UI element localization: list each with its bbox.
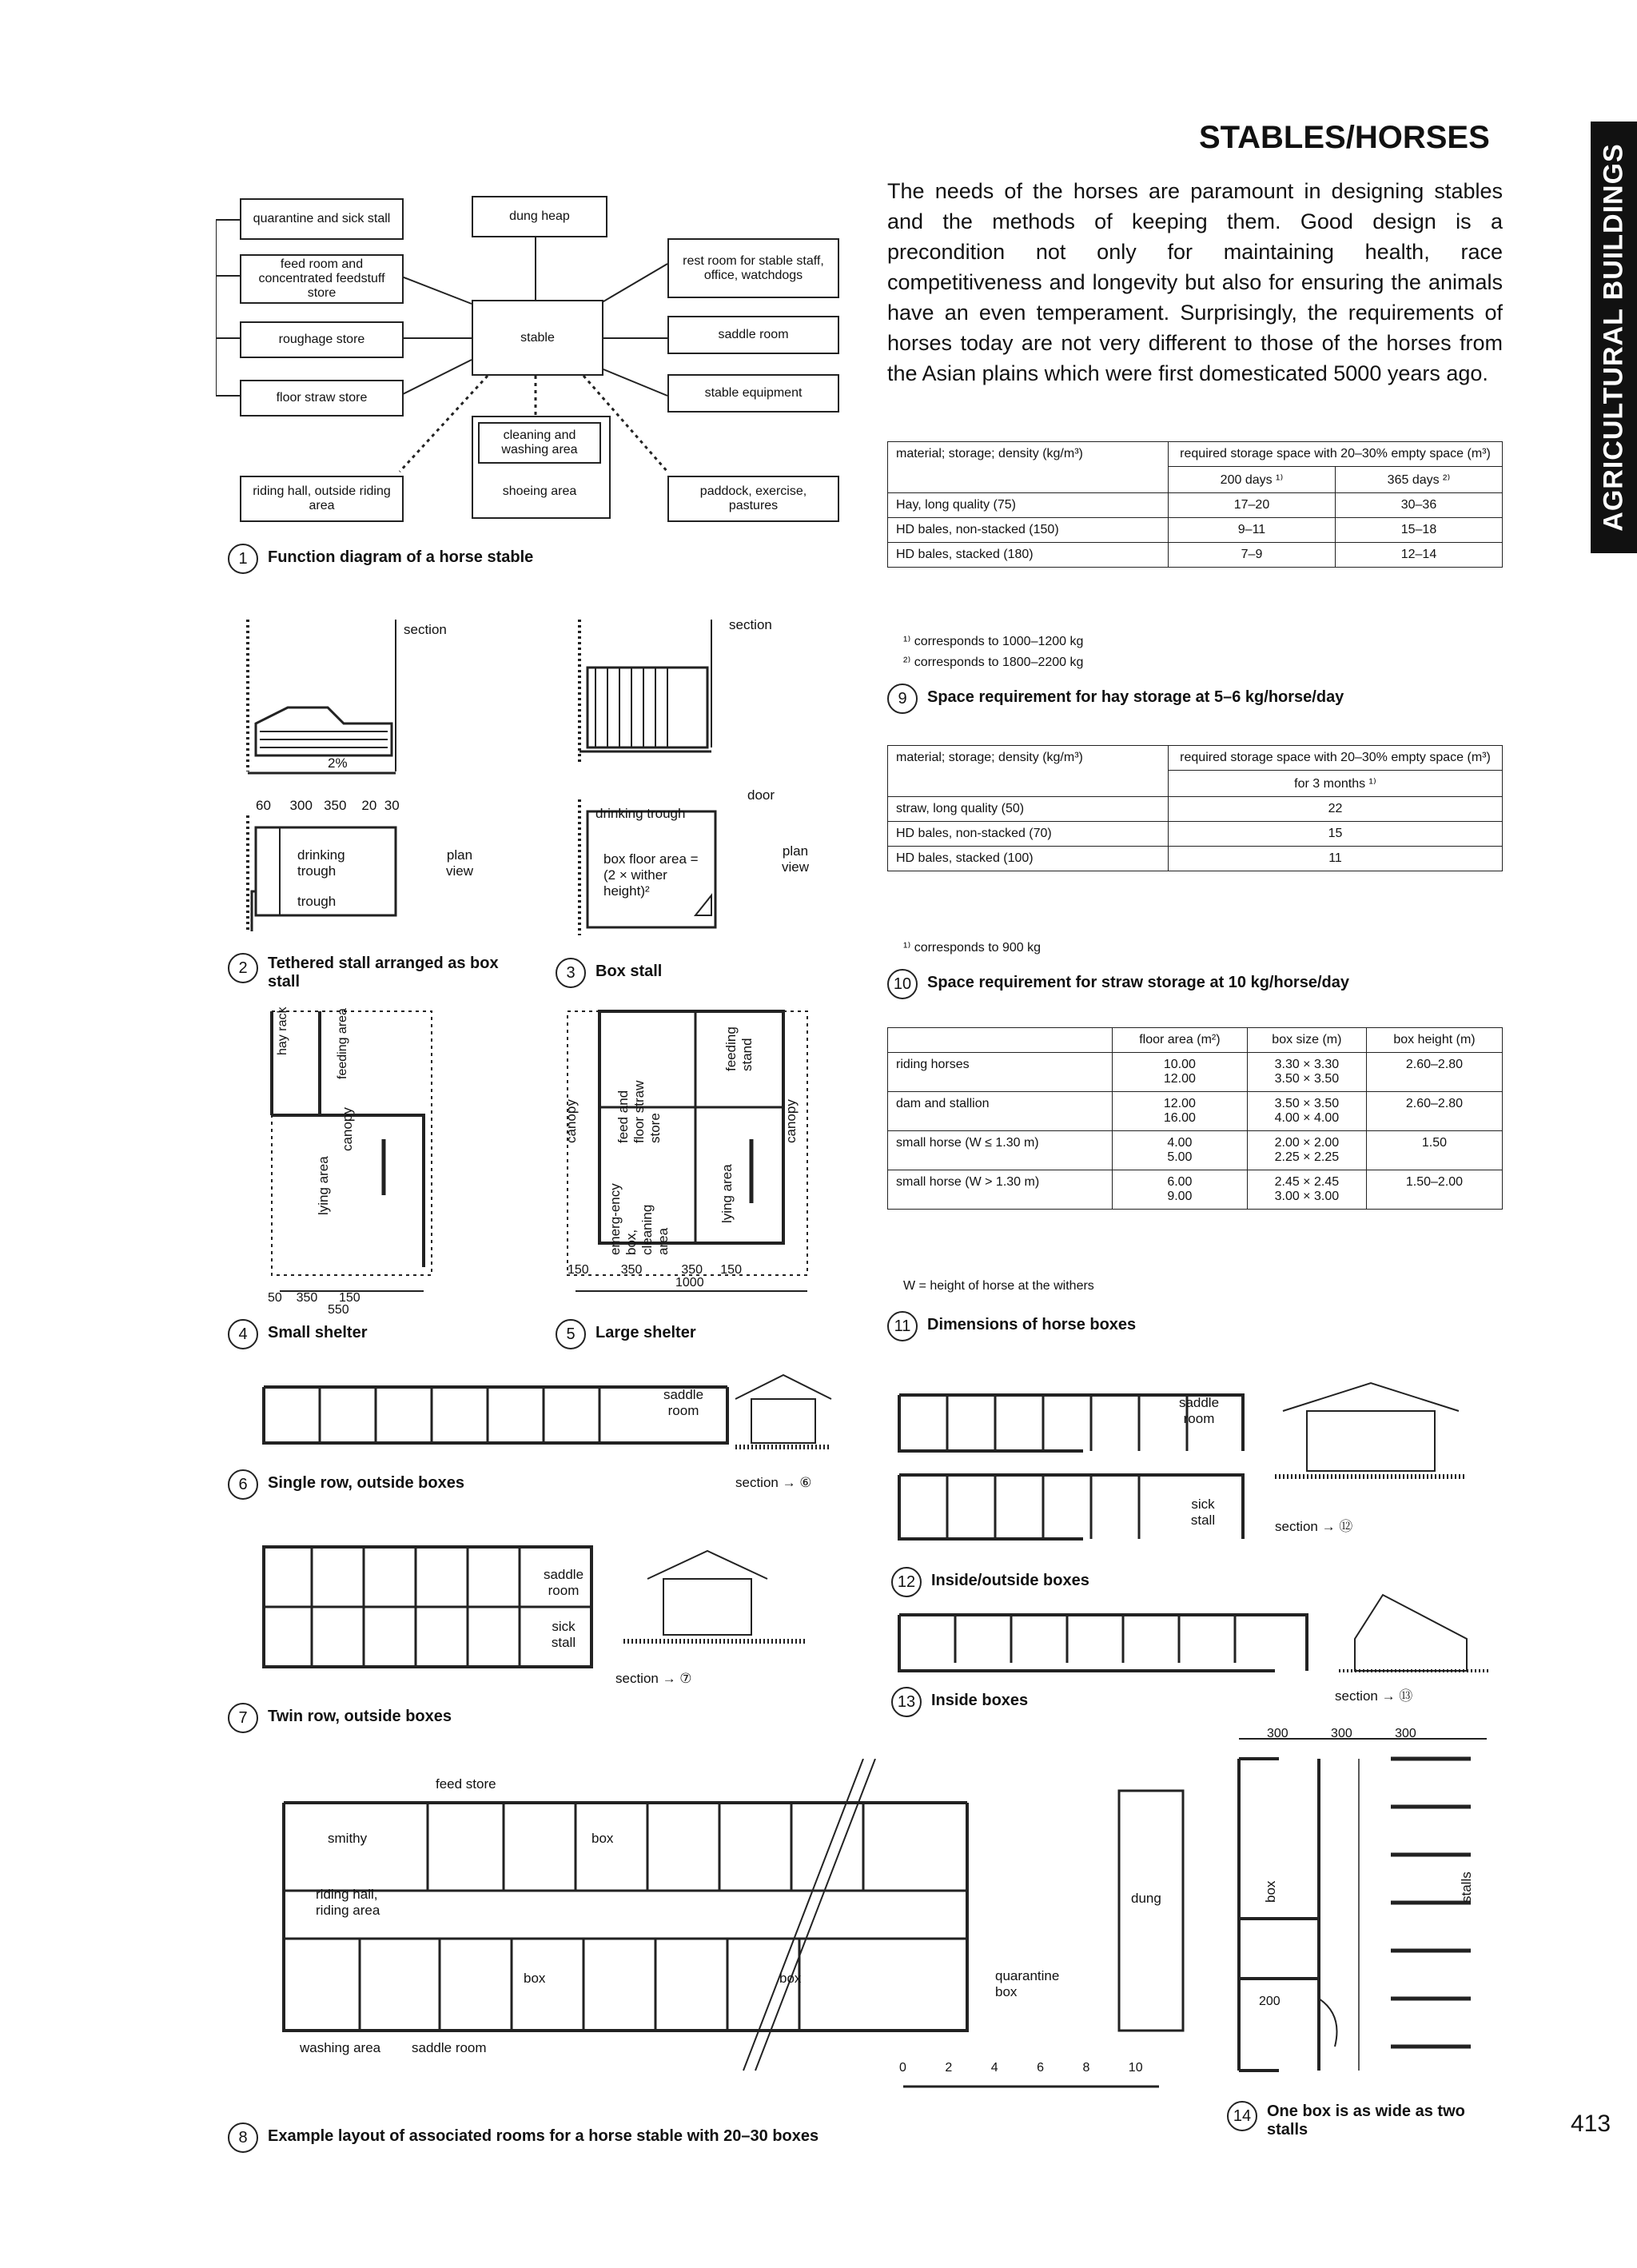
fig5-emergency-box: emerg-ency box, cleaning area	[607, 1183, 671, 1255]
saddle-room-box: saddle room	[667, 316, 839, 354]
fig9-head-right: required storage space with 20–30% empty space (m³)	[1169, 442, 1503, 467]
fig13-caption: 13 Inside boxes	[891, 1687, 1028, 1717]
fig6-caption: 6 Single row, outside boxes	[228, 1469, 464, 1500]
fig11-head-floor: floor area (m²)	[1113, 1028, 1248, 1053]
fig2-trough: trough	[297, 894, 337, 909]
table-row: straw, long quality (50) 22	[888, 797, 1503, 822]
fig6-section-ref: section → ⑥	[735, 1475, 812, 1490]
fig4-feeding-area: feeding area	[336, 1008, 349, 1079]
fig14-stalls-label: stalls	[1459, 1871, 1474, 1903]
fig11-head-size: box size (m)	[1247, 1028, 1366, 1053]
fig11-table	[887, 1027, 1503, 1210]
fig11-caption: 11 Dimensions of horse boxes	[887, 1311, 1136, 1341]
quarantine-sick-stall-box: quarantine and sick stall	[240, 198, 404, 240]
intro-text: The needs of the horses are paramount in designing stables and the methods of keeping them. Good design is a precondition not only for maintaining health, race competitiveness and longevity but also for ensuring the animals have an even temperament. Surprisingly, the requirements of horses today are not very different to those of the horses from the Asian plains which were first domesticated 5000 years ago.	[887, 179, 1503, 385]
stable-box: stable	[472, 300, 603, 376]
dung-heap-box: dung heap	[472, 196, 607, 237]
rest-room-box: rest room for stable staff, office, watchdogs	[667, 238, 839, 298]
fig5-lying-area: lying area	[719, 1164, 735, 1223]
fig8-caption: 8 Example layout of associated rooms for a horse stable with 20–30 boxes	[228, 2123, 818, 2153]
fig3-plan-view: plan view	[781, 843, 809, 875]
fig8-box-bottom-1: box	[524, 1971, 546, 1986]
roughage-store-box: roughage store	[240, 321, 404, 358]
fig7-drawing	[256, 1523, 847, 1683]
fig3-caption: 3 Box stall	[556, 958, 662, 988]
fig5-canopy-right: canopy	[783, 1099, 799, 1143]
section-tab: AGRICULTURAL BUILDINGS	[1591, 122, 1637, 553]
fig14-drawing	[1231, 1727, 1503, 2079]
fig12-caption: 12 Inside/outside boxes	[891, 1567, 1089, 1597]
page-number: 413	[1571, 2111, 1611, 2137]
table-row: HD bales, non-stacked (150) 9–11 15–18	[888, 518, 1503, 543]
fig4-canopy: canopy	[340, 1107, 355, 1151]
fig5-dims: 150 350 350 150	[568, 1263, 742, 1277]
fig8-quarantine-box: quarantine box	[995, 1968, 1060, 1999]
table-row: HD bales, non-stacked (70) 15	[888, 822, 1503, 847]
fig11-head-height: box height (m)	[1366, 1028, 1502, 1053]
fig2-caption: 2 Tethered stall arranged as box stall	[228, 953, 516, 991]
fig9-note-2: ²⁾ corresponds to 1800–2200 kg	[903, 656, 1084, 669]
fig5-feeding-stand: feeding stand	[723, 1026, 755, 1071]
fig5-caption: 5 Large shelter	[556, 1319, 696, 1349]
fig8-dung: dung	[1131, 1891, 1161, 1906]
fig11-note: W = height of horse at the withers	[903, 1279, 1094, 1293]
fig4-dims: 50 350 150	[268, 1291, 360, 1305]
cleaning-washing-box: cleaning and washing area	[478, 422, 601, 464]
fig8-saddle-room: saddle room	[412, 2040, 487, 2055]
fig6-drawing	[256, 1367, 839, 1479]
fig12-drawing	[891, 1363, 1483, 1571]
fig12-saddle-room: saddle room	[1178, 1395, 1220, 1426]
fig3-drawing	[568, 620, 839, 955]
fig12-sick-stall: sick stall	[1190, 1497, 1216, 1528]
paddock-box: paddock, exercise, pastures	[667, 476, 839, 522]
table-row: HD bales, stacked (180) 7–9 12–14	[888, 543, 1503, 568]
fig5-canopy-left: canopy	[564, 1099, 579, 1143]
fig8-box-top: box	[591, 1831, 614, 1846]
fig6-saddle-room: saddle room	[663, 1387, 704, 1418]
fig14-dim-200: 200	[1259, 1995, 1281, 2008]
fig8-smithy: smithy	[328, 1831, 368, 1846]
table-row: small horse (W > 1.30 m) 6.00 9.00 2.45 × 2.45 3.00 × 3.00 1.50–2.00	[888, 1170, 1503, 1210]
fig4-caption: 4 Small shelter	[228, 1319, 368, 1349]
fig8-box-bottom-2: box	[779, 1971, 802, 1986]
fig2-drawing	[240, 620, 480, 939]
fig12-section-ref: section → ⑫	[1275, 1519, 1353, 1534]
fig8-feed-store: feed store	[436, 1776, 496, 1792]
fig5-feed-store: feed and floor straw store	[615, 1080, 663, 1143]
fig7-sick-stall: sick stall	[551, 1619, 576, 1650]
fig8-drawing	[248, 1759, 1191, 2111]
fig10-sub: for 3 months ¹⁾	[1169, 771, 1503, 797]
fig9-sub-200: 200 days ¹⁾	[1169, 467, 1336, 493]
fig13-section-ref: section → ⑬	[1335, 1688, 1413, 1704]
table-row: small horse (W ≤ 1.30 m) 4.00 5.00 2.00 × 2.00 2.25 × 2.25 1.50	[888, 1131, 1503, 1170]
table-row: riding horses 10.00 12.00 3.30 × 3.30 3.50 × 3.50 2.60–2.80	[888, 1053, 1503, 1092]
fig3-drinking-trough: drinking trough	[595, 806, 686, 821]
fig2-plan-view: plan view	[445, 847, 473, 879]
fig10-table	[887, 745, 1503, 871]
shoeing-area-box: shoeing area	[478, 472, 601, 512]
fig9-sub-365: 365 days ²⁾	[1335, 467, 1502, 493]
feed-room-box: feed room and concentrated feedstuff store	[240, 254, 404, 304]
fig3-box-floor-area: box floor area = (2 × wither height)²	[603, 851, 699, 899]
fig7-caption: 7 Twin row, outside boxes	[228, 1703, 452, 1733]
fig14-box-label: box	[1263, 1880, 1278, 1903]
page-title: STABLES/HORSES	[1199, 120, 1490, 155]
floor-straw-store-box: floor straw store	[240, 380, 404, 417]
fig8-riding-hall: riding hall, riding area	[316, 1887, 380, 1918]
table-row: dam and stallion 12.00 16.00 3.50 × 3.50 4.00 × 4.00 2.60–2.80	[888, 1092, 1503, 1131]
fig8-washing-area: washing area	[300, 2040, 381, 2055]
fig10-head-right: required storage space with 20–30% empty space (m³)	[1169, 746, 1503, 771]
fig4-drawing	[264, 1003, 464, 1323]
fig8-scale: 0 2 4 6 8 10	[899, 2061, 1143, 2075]
fig4-lying-area: lying area	[316, 1156, 331, 1215]
fig2-drinking-trough: drinking trough	[297, 847, 345, 879]
table-row: Hay, long quality (75) 17–20 30–36	[888, 493, 1503, 518]
table-row: HD bales, stacked (100) 11	[888, 847, 1503, 871]
fig13-drawing	[891, 1563, 1499, 1683]
fig2-dim-top: 60 300 350 20 30	[256, 798, 400, 813]
fig7-section-ref: section → ⑦	[615, 1671, 692, 1686]
fig10-note: ¹⁾ corresponds to 900 kg	[903, 941, 1042, 955]
fig3-door: door	[747, 787, 775, 803]
fig5-total: 1000	[675, 1276, 704, 1289]
fig3-section-label: section	[729, 617, 772, 632]
fig7-saddle-room: saddle room	[543, 1567, 584, 1598]
riding-hall-box: riding hall, outside riding area	[240, 476, 404, 522]
fig1-caption: 1 Function diagram of a horse stable	[228, 544, 533, 574]
fig9-head-left: material; storage; density (kg/m³)	[888, 442, 1169, 493]
fig10-head-left: material; storage; density (kg/m³)	[888, 746, 1169, 797]
fig2-section-label: section	[404, 622, 447, 637]
fig9-caption: 9 Space requirement for hay storage at 5–6 kg/horse/day	[887, 684, 1344, 714]
fig2-slope: 2%	[328, 755, 348, 771]
fig14-dims-top: 300 300 300	[1267, 1727, 1416, 1740]
fig4-total: 550	[328, 1303, 349, 1317]
fig9-note-1: ¹⁾ corresponds to 1000–1200 kg	[903, 635, 1084, 648]
fig10-caption: 10 Space requirement for straw storage at 10 kg/horse/day	[887, 969, 1349, 999]
stable-equipment-box: stable equipment	[667, 374, 839, 413]
fig9-table	[887, 441, 1503, 568]
fig4-hay-rack: hay rack	[276, 1006, 289, 1055]
fig14-caption: 14 One box is as wide as two stalls	[1227, 2101, 1499, 2139]
cleaning-shoeing-group	[472, 416, 611, 519]
